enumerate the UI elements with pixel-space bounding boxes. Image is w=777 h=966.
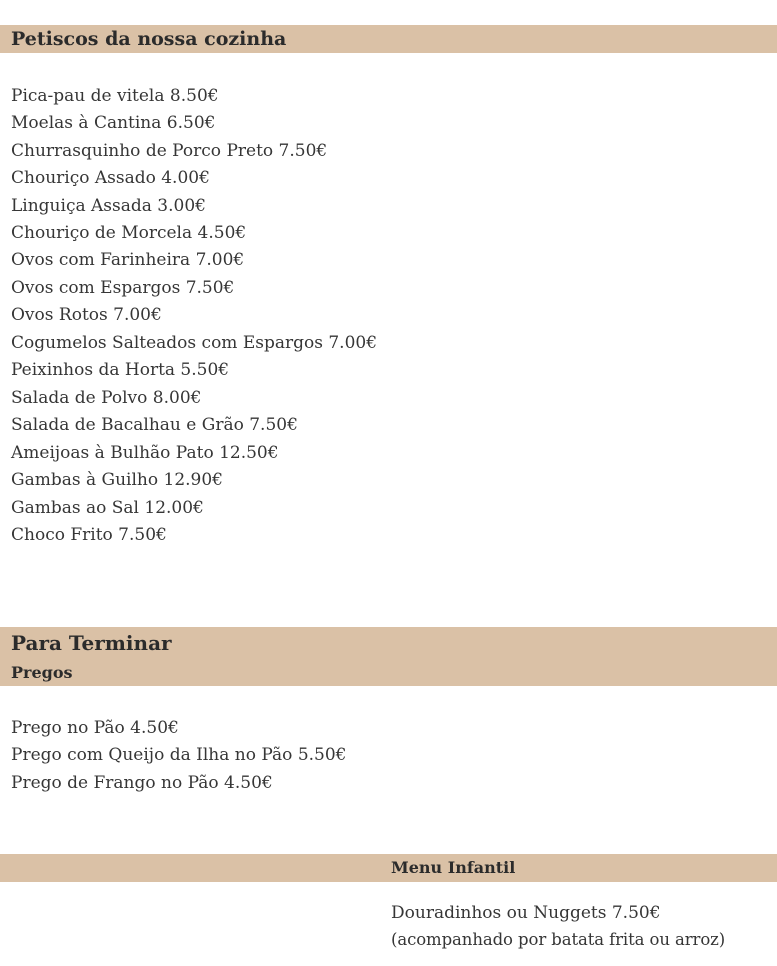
list-item: Chouriço Assado 4.00€ [11,168,210,188]
list-item: Salada de Polvo 8.00€ [11,388,202,408]
list-item: Ovos Rotos 7.00€ [11,305,162,325]
list-item: Douradinhos ou Nuggets 7.50€ [391,903,661,923]
terminar-header-band [0,627,777,686]
infantil-title: Menu Infantil [391,858,516,877]
list-item: Gambas à Guilho 12.90€ [11,470,223,490]
list-item: Moelas à Cantina 6.50€ [11,113,216,133]
petiscos-title: Petiscos da nossa cozinha [11,28,287,50]
terminar-title: Para Terminar [11,631,172,655]
list-item: Ovos com Espargos 7.50€ [11,278,235,298]
list-item: (acompanhado por batata frita ou arroz) [391,930,726,949]
list-item: Ovos com Farinheira 7.00€ [11,250,245,270]
list-item: Prego no Pão 4.50€ [11,718,179,738]
list-item: Prego de Frango no Pão 4.50€ [11,773,273,793]
list-item: Choco Frito 7.50€ [11,525,167,545]
list-item: Linguiça Assada 3.00€ [11,196,206,216]
list-item: Pica-pau de vitela 8.50€ [11,86,219,106]
list-item: Chouriço de Morcela 4.50€ [11,223,247,243]
pregos-subtitle: Pregos [11,663,73,682]
list-item: Ameijoas à Bulhão Pato 12.50€ [11,443,279,463]
list-item: Gambas ao Sal 12.00€ [11,498,204,518]
list-item: Cogumelos Salteados com Espargos 7.00€ [11,333,378,353]
list-item: Peixinhos da Horta 5.50€ [11,360,230,380]
list-item: Prego com Queijo da Ilha no Pão 5.50€ [11,745,347,765]
list-item: Churrasquinho de Porco Preto 7.50€ [11,141,328,161]
list-item: Salada de Bacalhau e Grão 7.50€ [11,415,298,435]
infantil-header-band [0,854,777,882]
petiscos-header-band [0,25,777,53]
